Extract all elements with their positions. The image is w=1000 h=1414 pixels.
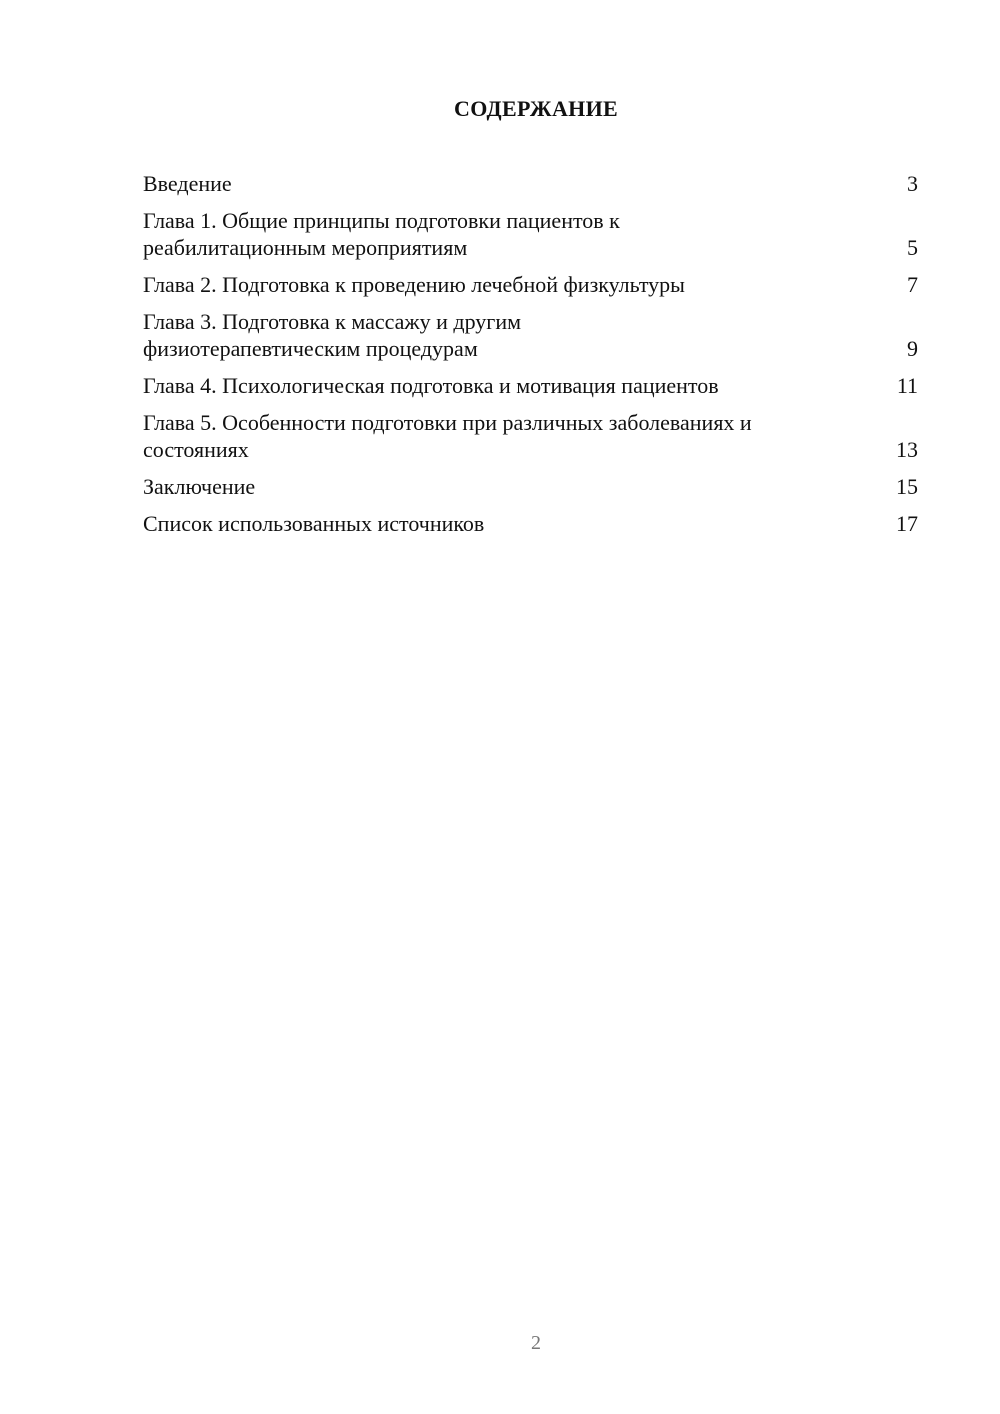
toc-entry-text: Глава 2. Подготовка к проведению лечебной физкультуры [143, 272, 685, 297]
toc-entry-text: Глава 1. Общие принципы подготовки пациентов к реабилитационным мероприятиям [143, 208, 620, 260]
toc-entry-chapter-1 [143, 207, 918, 261]
toc-entry-chapter-3 [143, 308, 918, 362]
toc-entry-chapter-4 [143, 372, 918, 399]
page-number: 2 [531, 1332, 541, 1354]
toc-entry-page: 7 [907, 272, 918, 297]
toc-entry-text: Глава 4. Психологическая подготовка и мотивация пациентов [143, 373, 719, 398]
toc-entry-introduction [143, 170, 918, 197]
toc-entry-page: 5 [907, 235, 918, 260]
toc-entry-chapter-5 [143, 409, 918, 463]
toc-entry-chapter-2 [143, 271, 918, 298]
toc-entry-page: 9 [907, 336, 918, 361]
toc-entry-page: 3 [907, 171, 918, 196]
toc-entry-references [143, 510, 918, 537]
toc-entry-text: Заключение [143, 474, 256, 499]
toc-entry-text: Список использованных источников [143, 511, 485, 536]
toc-entry-text: Глава 5. Особенности подготовки при различных заболеваниях и состояниях [143, 410, 752, 462]
toc-entry-page: 11 [896, 373, 918, 398]
toc-entry-page: 17 [896, 511, 918, 536]
table-of-contents [143, 170, 918, 547]
toc-entry-text: Введение [143, 171, 232, 196]
toc-title: СОДЕРЖАНИЕ [454, 96, 618, 121]
toc-entry-text: Глава 3. Подготовка к массажу и другим физиотерапевтическим процедурам [143, 309, 522, 361]
toc-entry-conclusion [143, 473, 918, 500]
toc-entry-page: 15 [896, 474, 918, 499]
toc-entry-page: 13 [896, 437, 918, 462]
